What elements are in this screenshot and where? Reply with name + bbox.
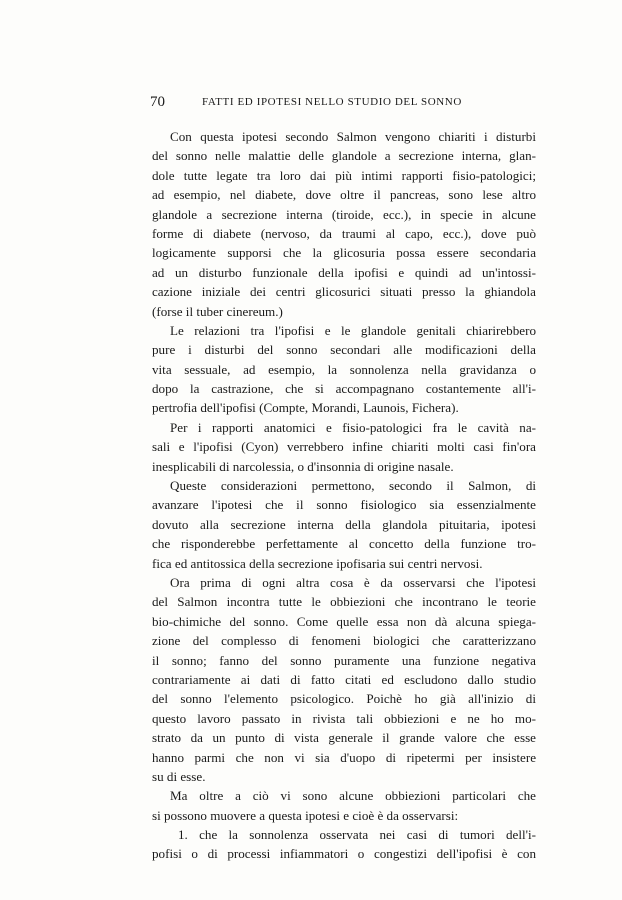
text-line: si possono muovere a questa ipotesi e cioè è da osservarsi:: [152, 807, 459, 823]
text-line: forme di diabete (nervoso, da traumi al capo, ecc.), dove può: [152, 225, 536, 241]
text-line: pure i disturbi del sonno secondari alle modificazioni della: [152, 342, 536, 358]
text-line: hanno parmi che non vi sia d'uopo di ripetermi per insistere: [152, 749, 536, 765]
text-line: pofisi o di processi infiammatori o congestizi dell'ipofisi è con: [152, 846, 536, 862]
body-text: [152, 127, 536, 864]
text-line: dovuto alla secrezione interna della glandola pituitaria, ipotesi: [152, 516, 536, 532]
text-line: che risponderebbe perfettamente al concetto della funzione tro-: [152, 536, 536, 552]
text-line: del Salmon incontra tutte le obbiezioni che incontrano le teorie: [152, 594, 536, 610]
text-line: dole tutte legate tra loro dai più intimi rapporti fisio-patologici;: [152, 167, 536, 183]
text-line: sali e l'ipofisi (Cyon) verrebbero infine chiariti molti casi fin'ora: [152, 439, 536, 455]
text-line: cazione iniziale dei centri glicosurici situati presso la ghiandola: [152, 284, 536, 300]
text-line: Ma oltre a ciò vi sono alcune obbiezioni particolari che: [170, 788, 536, 804]
text-line: del sonno l'elemento psicologico. Poichè ho già all'inizio di: [152, 691, 536, 707]
text-line: glandole a secrezione interna (tiroide, ecc.), in specie in alcune: [152, 206, 536, 222]
text-line: su di esse.: [152, 768, 206, 784]
text-line: avanzare l'ipotesi che il sonno fisiologico sia essenzialmente: [152, 497, 536, 513]
text-line: Per i rapporti anatomici e fisio-patologici fra le cavità na-: [170, 419, 536, 435]
text-line: Con questa ipotesi secondo Salmon vengono chiariti i disturbi: [170, 129, 536, 144]
text-line: pertrofia dell'ipofisi (Compte, Morandi, Launois, Fichera).: [152, 400, 459, 416]
text-line: zione del complesso di fenomeni biologici che caratterizzano: [152, 633, 536, 649]
text-line: dopo la castrazione, che si accompagnano costantemente all'i-: [152, 381, 536, 397]
page-number: 70: [150, 94, 165, 110]
text-line: bio-chimiche del sonno. Come quelle essa non dà alcuna spiega-: [152, 613, 536, 629]
text-line: Ora prima di ogni altra cosa è da osservarsi che l'ipotesi: [170, 574, 536, 590]
running-head: FATTI ED IPOTESI NELLO STUDIO DEL SONNO: [202, 96, 462, 108]
page-header: [150, 94, 550, 114]
text-line: vita sessuale, ad esempio, la sonnolenza nella gravidanza o: [152, 361, 536, 377]
text-line: ad esempio, nel diabete, dove oltre il pancreas, sono lese altro: [152, 187, 536, 203]
text-line: contrariamente ai dati di fatto citati ed escludono dallo studio: [152, 671, 536, 687]
text-line: il sonno; fanno del sonno puramente una funzione negativa: [152, 652, 536, 668]
text-line: ad un disturbo funzionale della ipofisi e quindi ad un'intossi-: [152, 264, 536, 280]
text-line: 1. che la sonnolenza osservata nei casi di tumori dell'i-: [178, 827, 536, 843]
text-line: questo lavoro passato in rivista tali obbiezioni e ne ho mo-: [152, 710, 536, 726]
text-line: Le relazioni tra l'ipofisi e le glandole genitali chiarirebbero: [170, 322, 536, 338]
text-line: del sonno nelle malattie delle glandole a secrezione interna, glan-: [152, 148, 536, 164]
text-line: fica ed antitossica della secrezione ipofisaria sui centri nervosi.: [152, 555, 483, 571]
text-line: strato da un punto di vista generale il grande valore che esse: [152, 730, 536, 746]
text-line: (forse il tuber cinereum.): [152, 303, 283, 319]
text-line: inesplicabili di narcolessia, o d'insonnia di origine nasale.: [152, 458, 454, 474]
text-line: logicamente supporsi che la glicosuria possa essere secondaria: [152, 245, 536, 261]
text-line: Queste considerazioni permettono, secondo il Salmon, di: [170, 478, 536, 494]
